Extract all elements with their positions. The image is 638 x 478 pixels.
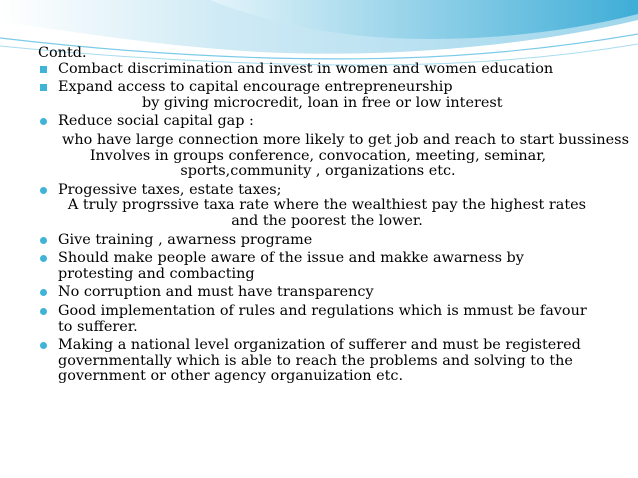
bullet-item — [38, 304, 598, 335]
bullet-item — [38, 114, 598, 130]
bullet-text: Reduce social capital gap : — [58, 113, 254, 130]
round-bullet-icon — [40, 187, 47, 194]
bullet-text: Give training , awarness programe — [58, 231, 313, 248]
slide-heading: Contd. — [38, 45, 87, 61]
round-bullet-icon — [40, 308, 47, 315]
bullet-item — [38, 251, 598, 282]
slide-content — [38, 45, 629, 385]
round-bullet-icon — [40, 289, 47, 296]
round-bullet-icon — [40, 255, 47, 262]
bullet-text: Progessive taxes, estate taxes; — [58, 181, 282, 198]
bullet-item — [38, 183, 598, 199]
sub-text: by giving microcredit, loan in free or low interest — [142, 94, 503, 111]
round-bullet-icon — [40, 342, 47, 349]
bullet-text: Should make people aware of the issue and makke awarness by protesting and combacting — [58, 250, 524, 282]
square-bullet-icon — [40, 84, 47, 91]
bullet-text: No corruption and must have transparency — [58, 284, 374, 301]
bullet-text: Good implementation of rules and regulations which is mmust be favour to sufferer. — [58, 302, 587, 335]
bullet-item — [38, 62, 598, 78]
sub-text: Involves in groups conference, convocation, meeting, seminar, sports,community , organizations etc. — [89, 147, 547, 180]
sub-text: A truly progrssive taxa rate where the wealthiest pay the highest rates and the poorest the lower. — [67, 197, 587, 229]
bullet-item — [38, 285, 598, 301]
bullet-text: Making a national level organization of sufferer and must be registered governmentally which is able to reach the problems and solving to the government or other agency organuization etc. — [58, 337, 581, 385]
bullet-item — [38, 233, 598, 249]
round-bullet-icon — [40, 237, 47, 244]
bullet-text: Combact discrimination and invest in women and women education — [58, 60, 554, 77]
bullet-item — [38, 80, 598, 96]
sub-text: who have large connection more likely to get job and reach to start bussiness — [62, 131, 629, 148]
square-bullet-icon — [40, 66, 47, 73]
bullet-item — [38, 338, 598, 385]
bullet-text: Expand access to capital encourage entrepreneurship — [58, 79, 453, 96]
round-bullet-icon — [40, 118, 47, 125]
